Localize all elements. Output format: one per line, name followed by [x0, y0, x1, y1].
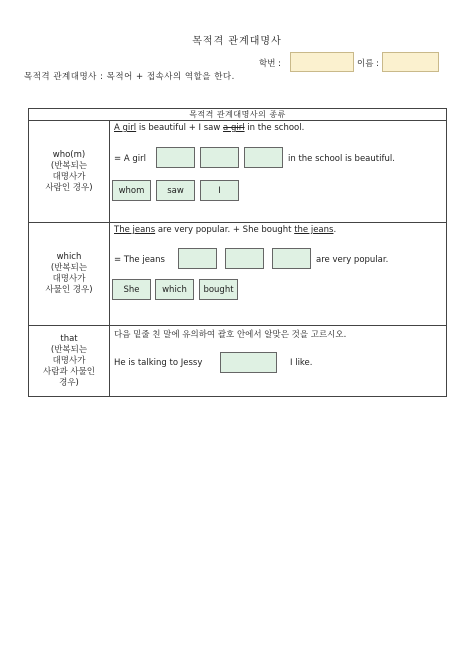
- answer-box-3[interactable]: [244, 147, 283, 168]
- answer-prefix: = The jeans: [114, 255, 165, 265]
- example-cell-whom: [110, 121, 447, 223]
- answer-box-3[interactable]: [272, 248, 311, 269]
- note-line: 사물인 경우): [45, 285, 93, 295]
- table-heading: 목적격 관계대명사의 종류: [29, 109, 447, 121]
- student-id-field[interactable]: [290, 52, 354, 72]
- relative-pronoun-table: [28, 108, 447, 397]
- subtitle: 목적격 관계대명사 : 목적어 + 접속사의 역할을 한다.: [24, 72, 235, 82]
- table-row-that: [29, 326, 447, 397]
- note-line: 대명사가: [52, 274, 86, 284]
- example-sentence: The jeans are very popular. + She bought the jeans.: [114, 225, 337, 235]
- answer-suffix: in the school is beautiful.: [288, 154, 395, 164]
- sentence-prefix: He is talking to Jessy: [114, 358, 203, 368]
- note-line: (반복되는: [50, 344, 88, 355]
- student-id-label: 학번 :: [259, 59, 281, 69]
- answer-box-2[interactable]: [200, 147, 239, 168]
- instruction-text: 다음 밑줄 친 말에 유의하여 괄호 안에서 알맞은 것을 고르시오.: [114, 330, 347, 340]
- pronoun-cell-whom: [29, 121, 110, 223]
- pronoun-cell-that: [29, 326, 110, 397]
- pronoun-label: who(m): [52, 149, 86, 160]
- choice-word[interactable]: saw: [156, 180, 195, 201]
- choice-word[interactable]: which: [155, 279, 194, 300]
- table-row-whom: [29, 121, 447, 223]
- answer-suffix: are very popular.: [316, 255, 389, 265]
- note-line: 사람인 경우): [45, 182, 93, 193]
- name-field[interactable]: [382, 52, 439, 72]
- name-label: 이름 :: [357, 59, 379, 69]
- choice-word[interactable]: I: [200, 180, 239, 201]
- sentence-suffix: I like.: [290, 358, 313, 368]
- note-line: 대명사가: [52, 355, 86, 366]
- note-line: 경우): [59, 377, 79, 388]
- answer-prefix: = A girl: [114, 154, 146, 164]
- answer-box-1[interactable]: [156, 147, 195, 168]
- answer-box-1[interactable]: [178, 248, 217, 269]
- pronoun-cell-which: [29, 223, 110, 326]
- page-title: 목적격 관계대명사: [192, 36, 282, 47]
- choice-word[interactable]: She: [112, 279, 151, 300]
- answer-box[interactable]: [220, 352, 277, 373]
- note-line: (반복되는: [50, 263, 88, 273]
- pronoun-label: that: [60, 333, 78, 344]
- example-sentence: A girl is beautiful + I saw a girl in the school.: [114, 123, 305, 133]
- choice-word[interactable]: whom: [112, 180, 151, 201]
- example-cell-that: [110, 326, 447, 397]
- note-line: (반복되는: [50, 160, 88, 171]
- note-line: 사람과 사물인: [43, 366, 95, 377]
- example-cell-which: [110, 223, 447, 326]
- pronoun-label: which: [56, 252, 82, 262]
- table-row-which: [29, 223, 447, 326]
- note-line: 대명사가: [52, 171, 86, 182]
- answer-box-2[interactable]: [225, 248, 264, 269]
- choice-word[interactable]: bought: [199, 279, 238, 300]
